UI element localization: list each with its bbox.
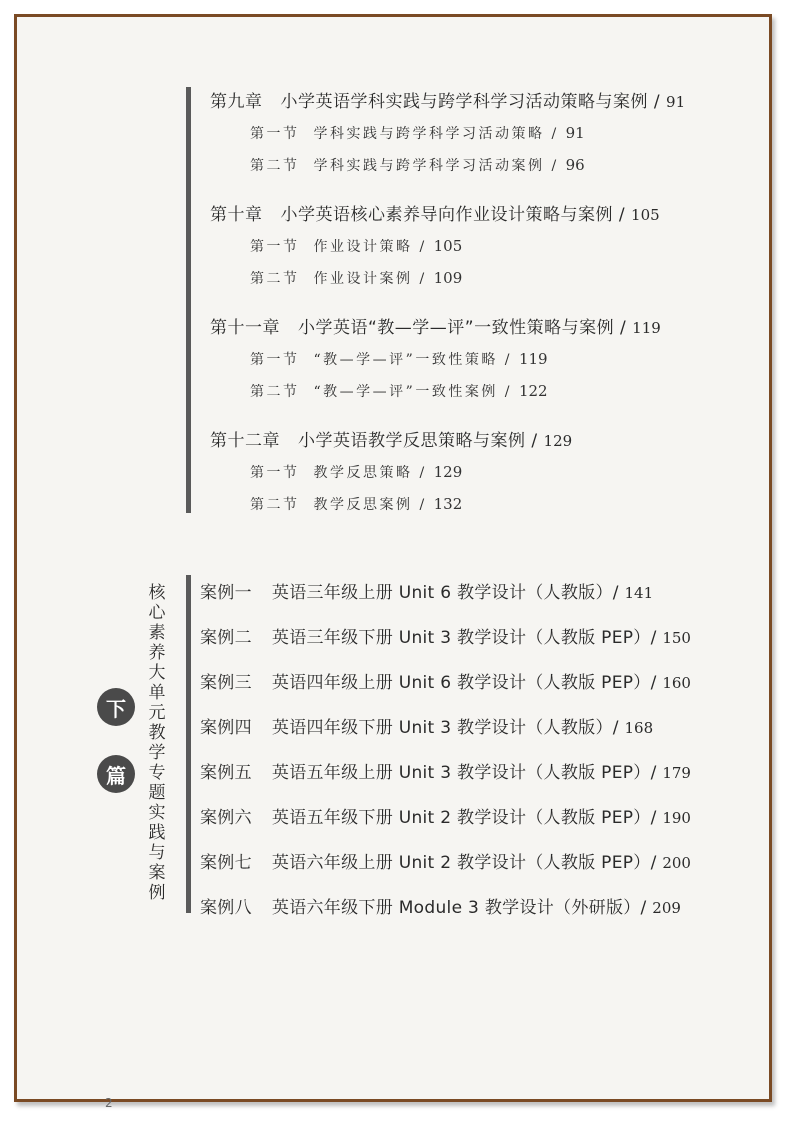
chapter-page: 119 — [632, 319, 661, 337]
section-page: 129 — [433, 463, 463, 481]
toc-chapter — [210, 200, 660, 225]
book-page — [14, 14, 772, 1110]
chapter-page: 129 — [543, 432, 573, 450]
toc-case — [200, 623, 691, 648]
chapter-title: 小学英语学科实践与跨学科学习活动策略与案例 / — [280, 92, 667, 112]
case-number: 案例三 — [200, 673, 252, 693]
case-number: 案例一 — [200, 583, 252, 603]
case-page: 168 — [624, 719, 654, 737]
toc-section — [250, 381, 548, 401]
case-title: 英语三年级下册 Unit 3 教学设计（人教版 PEP）/ — [271, 628, 663, 648]
section-number: 第二节 — [250, 271, 300, 287]
section-title: “教—学—评”一致性案例 / — [313, 384, 519, 400]
case-number: 案例二 — [200, 628, 252, 648]
toc-case — [200, 668, 691, 693]
case-title: 英语五年级下册 Unit 2 教学设计（人教版 PEP）/ — [271, 808, 663, 828]
case-rule — [186, 575, 191, 913]
case-title: 英语四年级下册 Unit 3 教学设计（人教版）/ — [271, 718, 625, 738]
case-page: 160 — [662, 674, 691, 692]
case-number: 案例七 — [200, 853, 252, 873]
chapter-title: 小学英语核心素养导向作业设计策略与案例 / — [280, 205, 632, 225]
toc-case — [200, 848, 691, 873]
case-number: 案例八 — [200, 898, 252, 918]
section-title: 作业设计策略 / — [313, 239, 434, 255]
toc-chapter — [210, 313, 661, 338]
chapter-rule — [186, 87, 191, 513]
toc-case — [200, 713, 653, 738]
toc-chapter — [210, 426, 572, 451]
toc-case — [200, 578, 653, 603]
toc-section — [250, 268, 462, 288]
section-number: 第二节 — [250, 384, 300, 400]
section-number: 第二节 — [250, 497, 300, 513]
section-number: 第二节 — [250, 158, 300, 174]
chapter-title: 小学英语教学反思策略与案例 / — [298, 431, 544, 451]
case-title: 英语五年级上册 Unit 3 教学设计（人教版 PEP）/ — [271, 763, 663, 783]
case-title: 英语四年级上册 Unit 6 教学设计（人教版 PEP）/ — [271, 673, 663, 693]
toc-chapter — [210, 87, 685, 112]
chapter-page: 91 — [666, 93, 686, 111]
section-number: 第一节 — [250, 465, 300, 481]
chapter-number: 第十一章 — [210, 318, 280, 338]
case-number: 案例五 — [200, 763, 252, 783]
toc-case — [200, 758, 691, 783]
toc-section — [250, 236, 462, 256]
section-page: 119 — [518, 350, 548, 368]
chapter-number: 第十二章 — [210, 431, 280, 451]
section-page: 91 — [565, 124, 585, 142]
case-page: 179 — [662, 764, 691, 782]
case-title: 英语六年级上册 Unit 2 教学设计（人教版 PEP）/ — [271, 853, 663, 873]
case-page: 150 — [662, 629, 691, 647]
part-marker-xia: 下 — [97, 688, 135, 726]
section-title: 教学反思策略 / — [313, 465, 434, 481]
part-title: 核心素养大单元教学专题实践与案例 — [148, 583, 166, 903]
case-number: 案例六 — [200, 808, 252, 828]
toc-section — [250, 155, 585, 175]
toc-case — [200, 893, 681, 918]
case-page: 200 — [662, 854, 691, 872]
section-number: 第一节 — [250, 239, 300, 255]
chapter-title: 小学英语“教—学—评”一致性策略与案例 / — [298, 318, 633, 338]
section-title: 学科实践与跨学科学习活动策略 / — [313, 126, 566, 142]
case-title: 英语六年级下册 Module 3 教学设计（外研版）/ — [271, 898, 653, 918]
section-title: 教学反思案例 / — [313, 497, 434, 513]
page-number: 2 — [105, 1096, 113, 1110]
section-page: 109 — [433, 269, 463, 287]
section-page: 105 — [433, 237, 463, 255]
case-number: 案例四 — [200, 718, 252, 738]
case-page: 141 — [624, 584, 654, 602]
toc-section — [250, 462, 462, 482]
section-title: 作业设计案例 / — [313, 271, 434, 287]
chapter-number: 第九章 — [210, 92, 263, 112]
toc-section — [250, 349, 548, 369]
toc-section — [250, 123, 585, 143]
section-page: 96 — [565, 156, 585, 174]
section-page: 132 — [433, 495, 463, 513]
toc-section — [250, 494, 462, 514]
section-title: 学科实践与跨学科学习活动案例 / — [313, 158, 566, 174]
case-title: 英语三年级上册 Unit 6 教学设计（人教版）/ — [271, 583, 625, 603]
section-number: 第一节 — [250, 126, 300, 142]
case-page: 209 — [652, 899, 681, 917]
section-number: 第一节 — [250, 352, 300, 368]
section-page: 122 — [518, 382, 548, 400]
toc-case — [200, 803, 691, 828]
part-marker-pian: 篇 — [97, 755, 135, 793]
section-title: “教—学—评”一致性策略 / — [313, 352, 519, 368]
chapter-number: 第十章 — [210, 205, 263, 225]
case-page: 190 — [662, 809, 691, 827]
chapter-page: 105 — [631, 206, 660, 224]
